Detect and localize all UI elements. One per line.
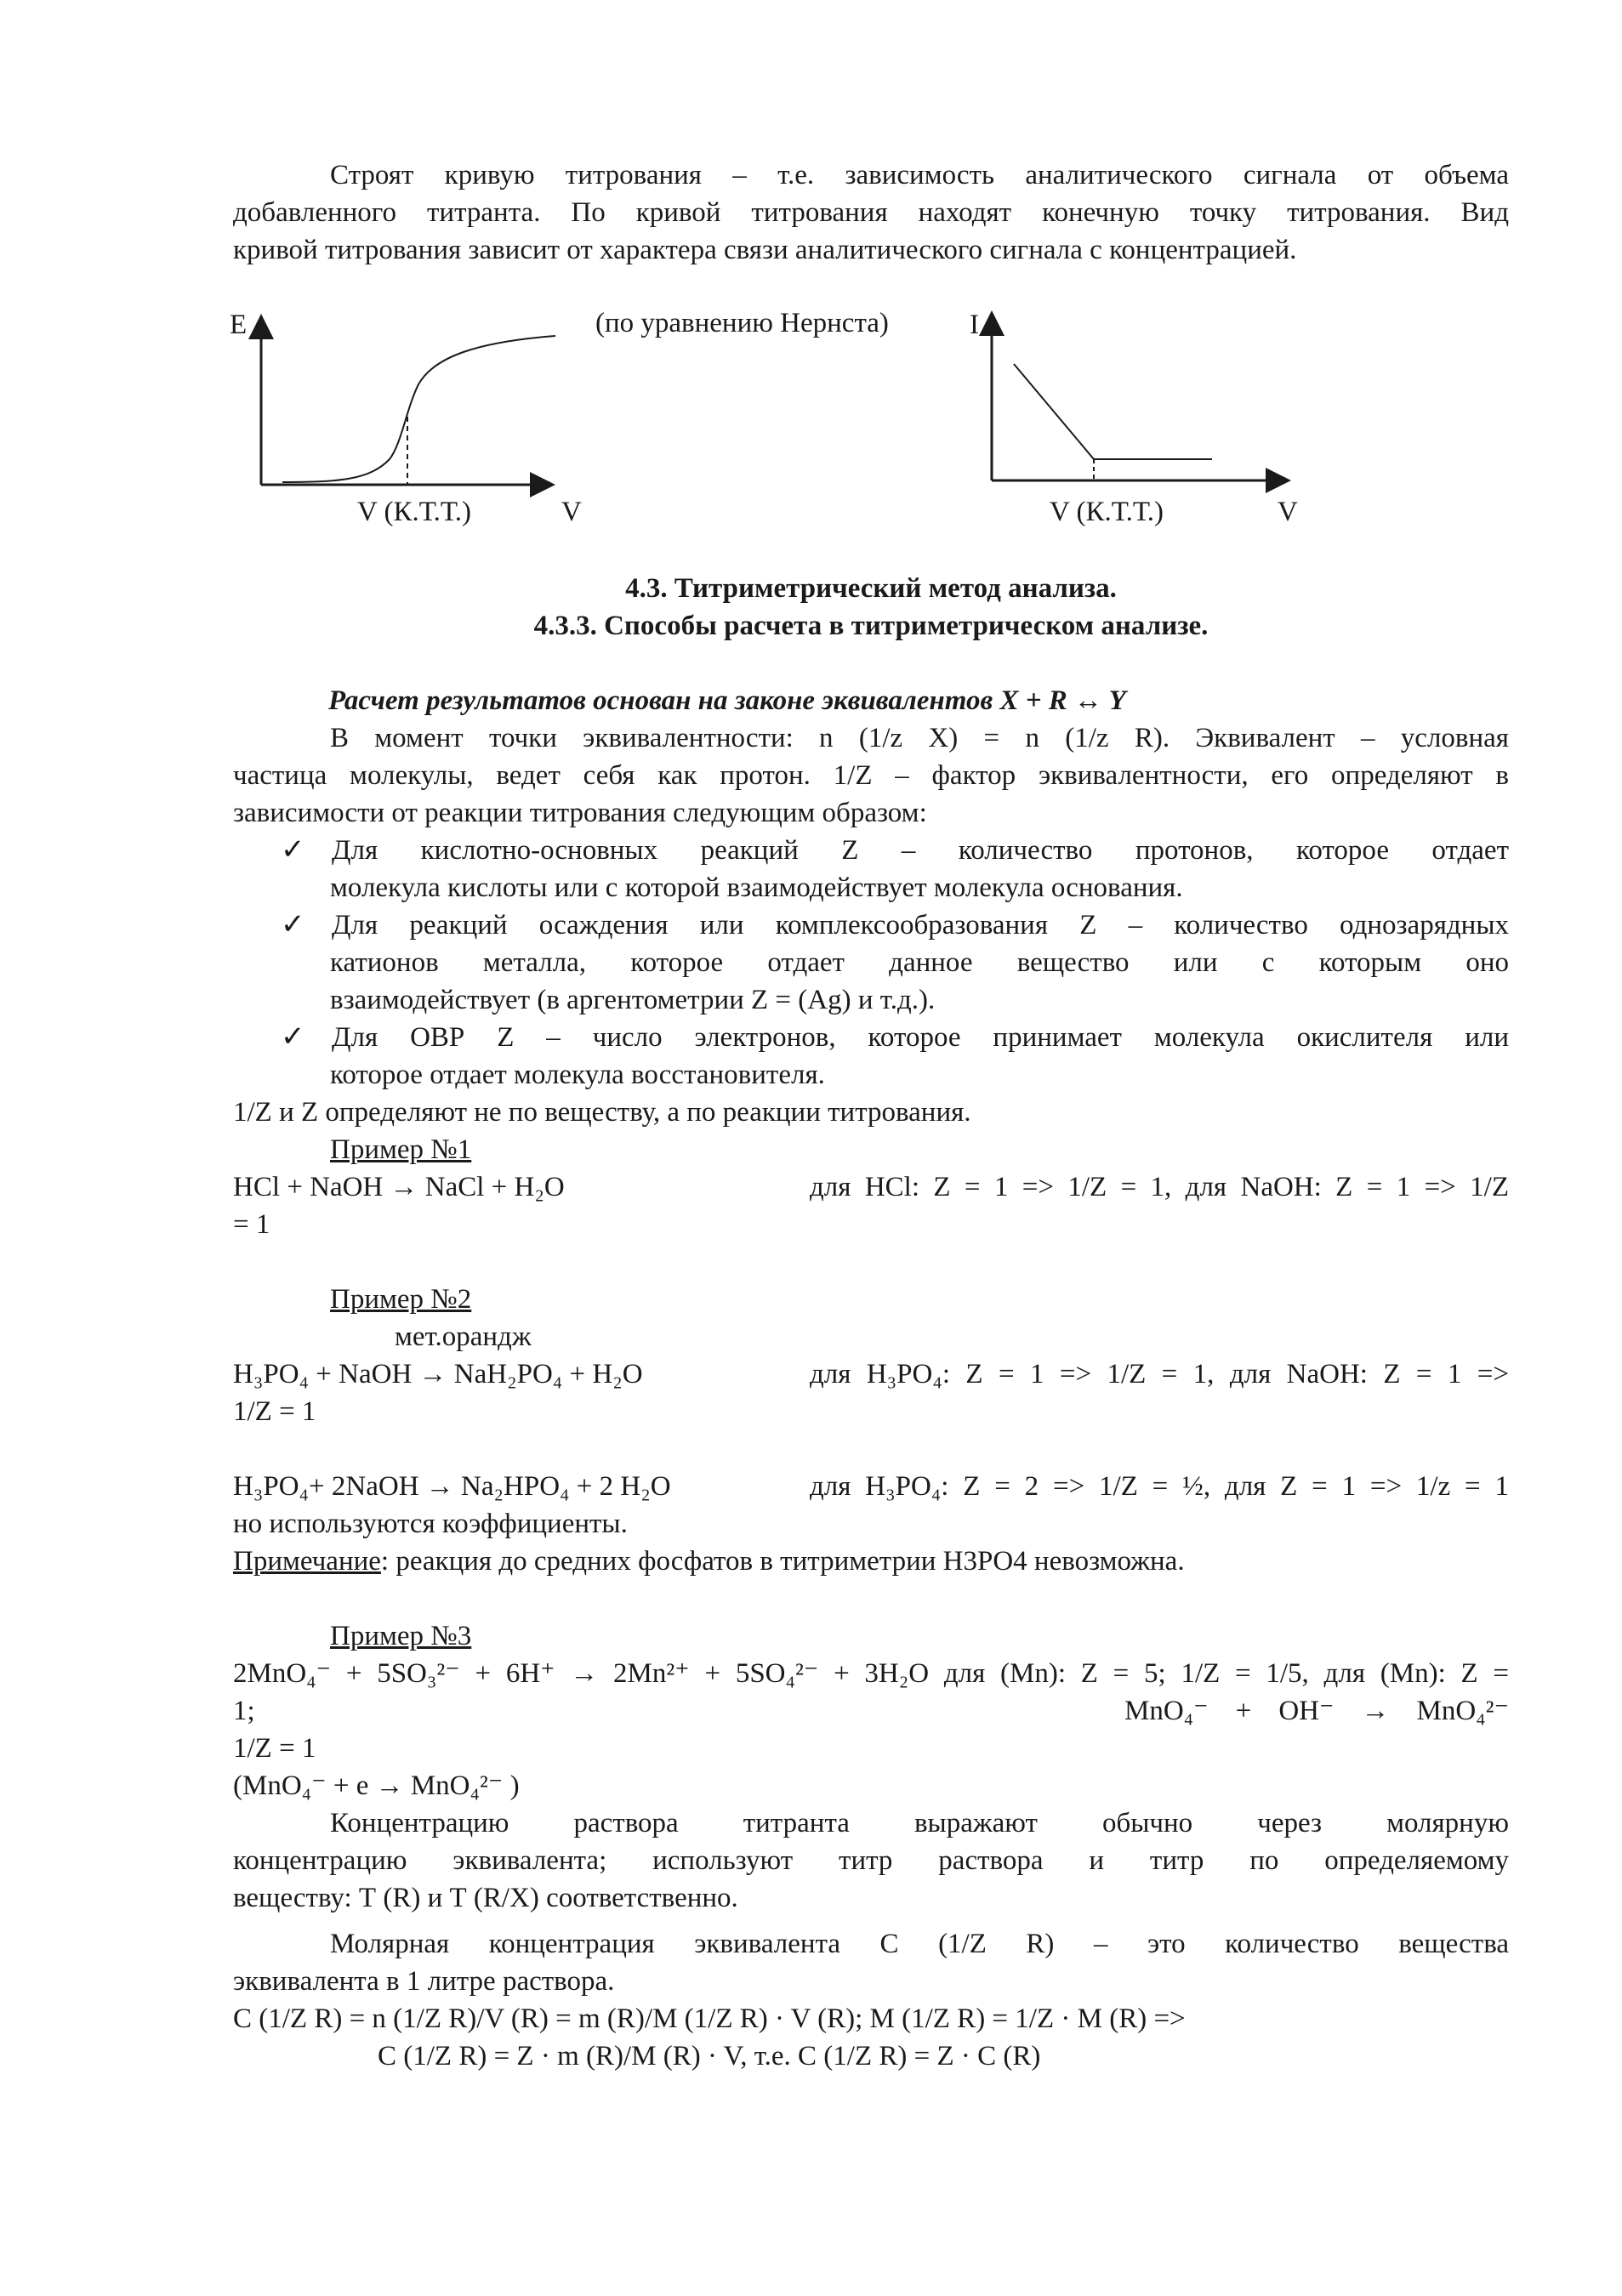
x-axis-label: V: [1278, 497, 1298, 527]
nernst-note: (по уравнению Нернста): [595, 308, 889, 338]
example-1-equation: HCl + NaOH → NaCl + H₂O: [233, 1172, 565, 1202]
y-axis-label: E: [230, 310, 248, 340]
example-3-line-3: 1/Z = 1: [233, 1733, 316, 1764]
amperometric-titration-graph: [961, 298, 1318, 544]
potentiometric-titration-graph: [221, 298, 582, 544]
titration-curve: [282, 336, 555, 482]
equivalence-label: V (К.Т.Т.): [1050, 497, 1164, 527]
subsection-heading: 4.3.3. Способы расчета в титриметрическом анализе.: [533, 611, 1209, 641]
bullet-line: молекула кислоты или с которой взаимодействует молекула основания.: [330, 872, 1183, 903]
example-2-title: Пример №2: [330, 1284, 472, 1315]
checkmark-icon: ✓: [281, 1021, 305, 1053]
bullet-line: Для реакций осаждения или комплексообразования Z – количество однозарядных: [332, 910, 1509, 941]
note-text: : реакция до средних фосфатов в титриметрии H3PO4 невозможна.: [380, 1546, 1185, 1577]
example-1-title: Пример №1: [330, 1134, 472, 1165]
example-1-factors: для HCl: Z = 1 => 1/Z = 1, для NaOH: Z = 1 => 1/Z: [810, 1172, 1509, 1202]
example-2-continued-2: но используются коэффициенты.: [233, 1509, 628, 1539]
example-2-continued-1: 1/Z = 1: [233, 1396, 316, 1427]
bullet-line: взаимодействует (в аргентометрии Z = (Ag) и т.д.).: [330, 985, 936, 1015]
example-2-factors-1: для H₃PO₄: Z = 1 => 1/Z = 1, для NaOH: Z = 1 =>: [810, 1359, 1509, 1390]
note-label: Примечание: [233, 1546, 381, 1577]
paragraph-line: концентрацию эквивалента; используют титр раствора и титр по определяемому: [233, 1845, 1509, 1876]
bullet-line: катионов металла, которое отдает данное вещество или с которым оно: [330, 947, 1509, 978]
formula-line-2: С (1/Z R) = Z · m (R)/M (R) · V, т.е. С (1/Z R) = Z · С (R): [378, 2041, 1041, 2072]
indicator-label: мет.орандж: [395, 1321, 532, 1352]
y-axis-label: I: [970, 310, 979, 340]
example-2-equation-1: H₃PO₄ + NaOH → NaH₂PO₄ + H₂O: [233, 1359, 643, 1390]
paragraph-line: Молярная концентрация эквивалента С (1/Z R) – это количество вещества: [330, 1929, 1509, 1959]
titration-curve: [1014, 364, 1212, 459]
example-3-side-reaction: MnO₄⁻ + OH⁻ → MnO₄²⁻: [1124, 1696, 1509, 1726]
note-line: 1/Z и Z определяют не по веществу, а по реакции титрования.: [233, 1097, 971, 1128]
example-2-note: [233, 1543, 1509, 1580]
equivalence-label: V (К.Т.Т.): [357, 497, 471, 527]
bullet-line: которое отдает молекула восстановителя.: [330, 1060, 825, 1090]
example-3-half-reaction: (MnO₄⁻ + e → MnO₄²⁻ ): [233, 1770, 520, 1801]
equivalents-law: Расчет результатов основан на законе эквивалентов X + R ↔ Y: [328, 685, 1126, 716]
example-2-equation-2: H₃PO₄+ 2NaOH → Na₂HPO₄ + 2 H₂O: [233, 1471, 671, 1502]
paragraph-line: зависимости от реакции титрования следующим образом:: [233, 798, 927, 828]
x-axis-label: V: [561, 497, 582, 527]
example-2-factors-2: для H₃PO₄: Z = 2 => 1/Z = ½, для Z = 1 => 1/z = 1: [810, 1471, 1509, 1502]
paragraph-line: эквивалента в 1 литре раствора.: [233, 1966, 615, 1997]
bullet-line: Для ОВР Z – число электронов, которое принимает молекула окислителя или: [332, 1022, 1509, 1053]
section-heading: 4.3. Титриметрический метод анализа.: [625, 573, 1117, 604]
checkmark-icon: ✓: [281, 834, 305, 866]
paragraph-line: веществу: Т (R) и Т (R/X) соответственно.: [233, 1883, 738, 1913]
example-3-line-2: 1;: [233, 1696, 255, 1726]
bullet-line: Для кислотно-основных реакций Z – количество протонов, которое отдает: [332, 835, 1509, 866]
intro-line-3: кривой титрования зависит от характера связи аналитического сигнала с концентрацией.: [233, 235, 1297, 265]
paragraph-line: частица молекулы, ведет себя как протон. 1/Z – фактор эквивалентности, его определяют в: [233, 760, 1509, 791]
formula-line-1: С (1/Z R) = n (1/Z R)/V (R) = m (R)/M (1/Z R) · V (R); M (1/Z R) = 1/Z · M (R) =>: [233, 2003, 1186, 2034]
intro-line-2: добавленного титранта. По кривой титрования находят конечную точку титрования. Вид: [233, 197, 1509, 228]
paragraph-line: Концентрацию раствора титранта выражают обычно через молярную: [330, 1808, 1509, 1839]
paragraph-line: В момент точки эквивалентности: n (1/z X) = n (1/z R). Эквивалент – условная: [330, 723, 1509, 753]
example-3-title: Пример №3: [330, 1621, 472, 1651]
example-3-equation: 2MnO₄⁻ + 5SO₃²⁻ + 6H⁺ → 2Mn²⁺ + 5SO₄²⁻ + 3H₂O для (Mn): Z = 5; 1/Z = 1/5, для (Mn): Z =: [233, 1658, 1509, 1689]
example-1-continued: = 1: [233, 1209, 270, 1240]
intro-line-1: Строят кривую титрования – т.е. зависимость аналитического сигнала от объема: [330, 160, 1509, 190]
checkmark-icon: ✓: [281, 909, 305, 941]
